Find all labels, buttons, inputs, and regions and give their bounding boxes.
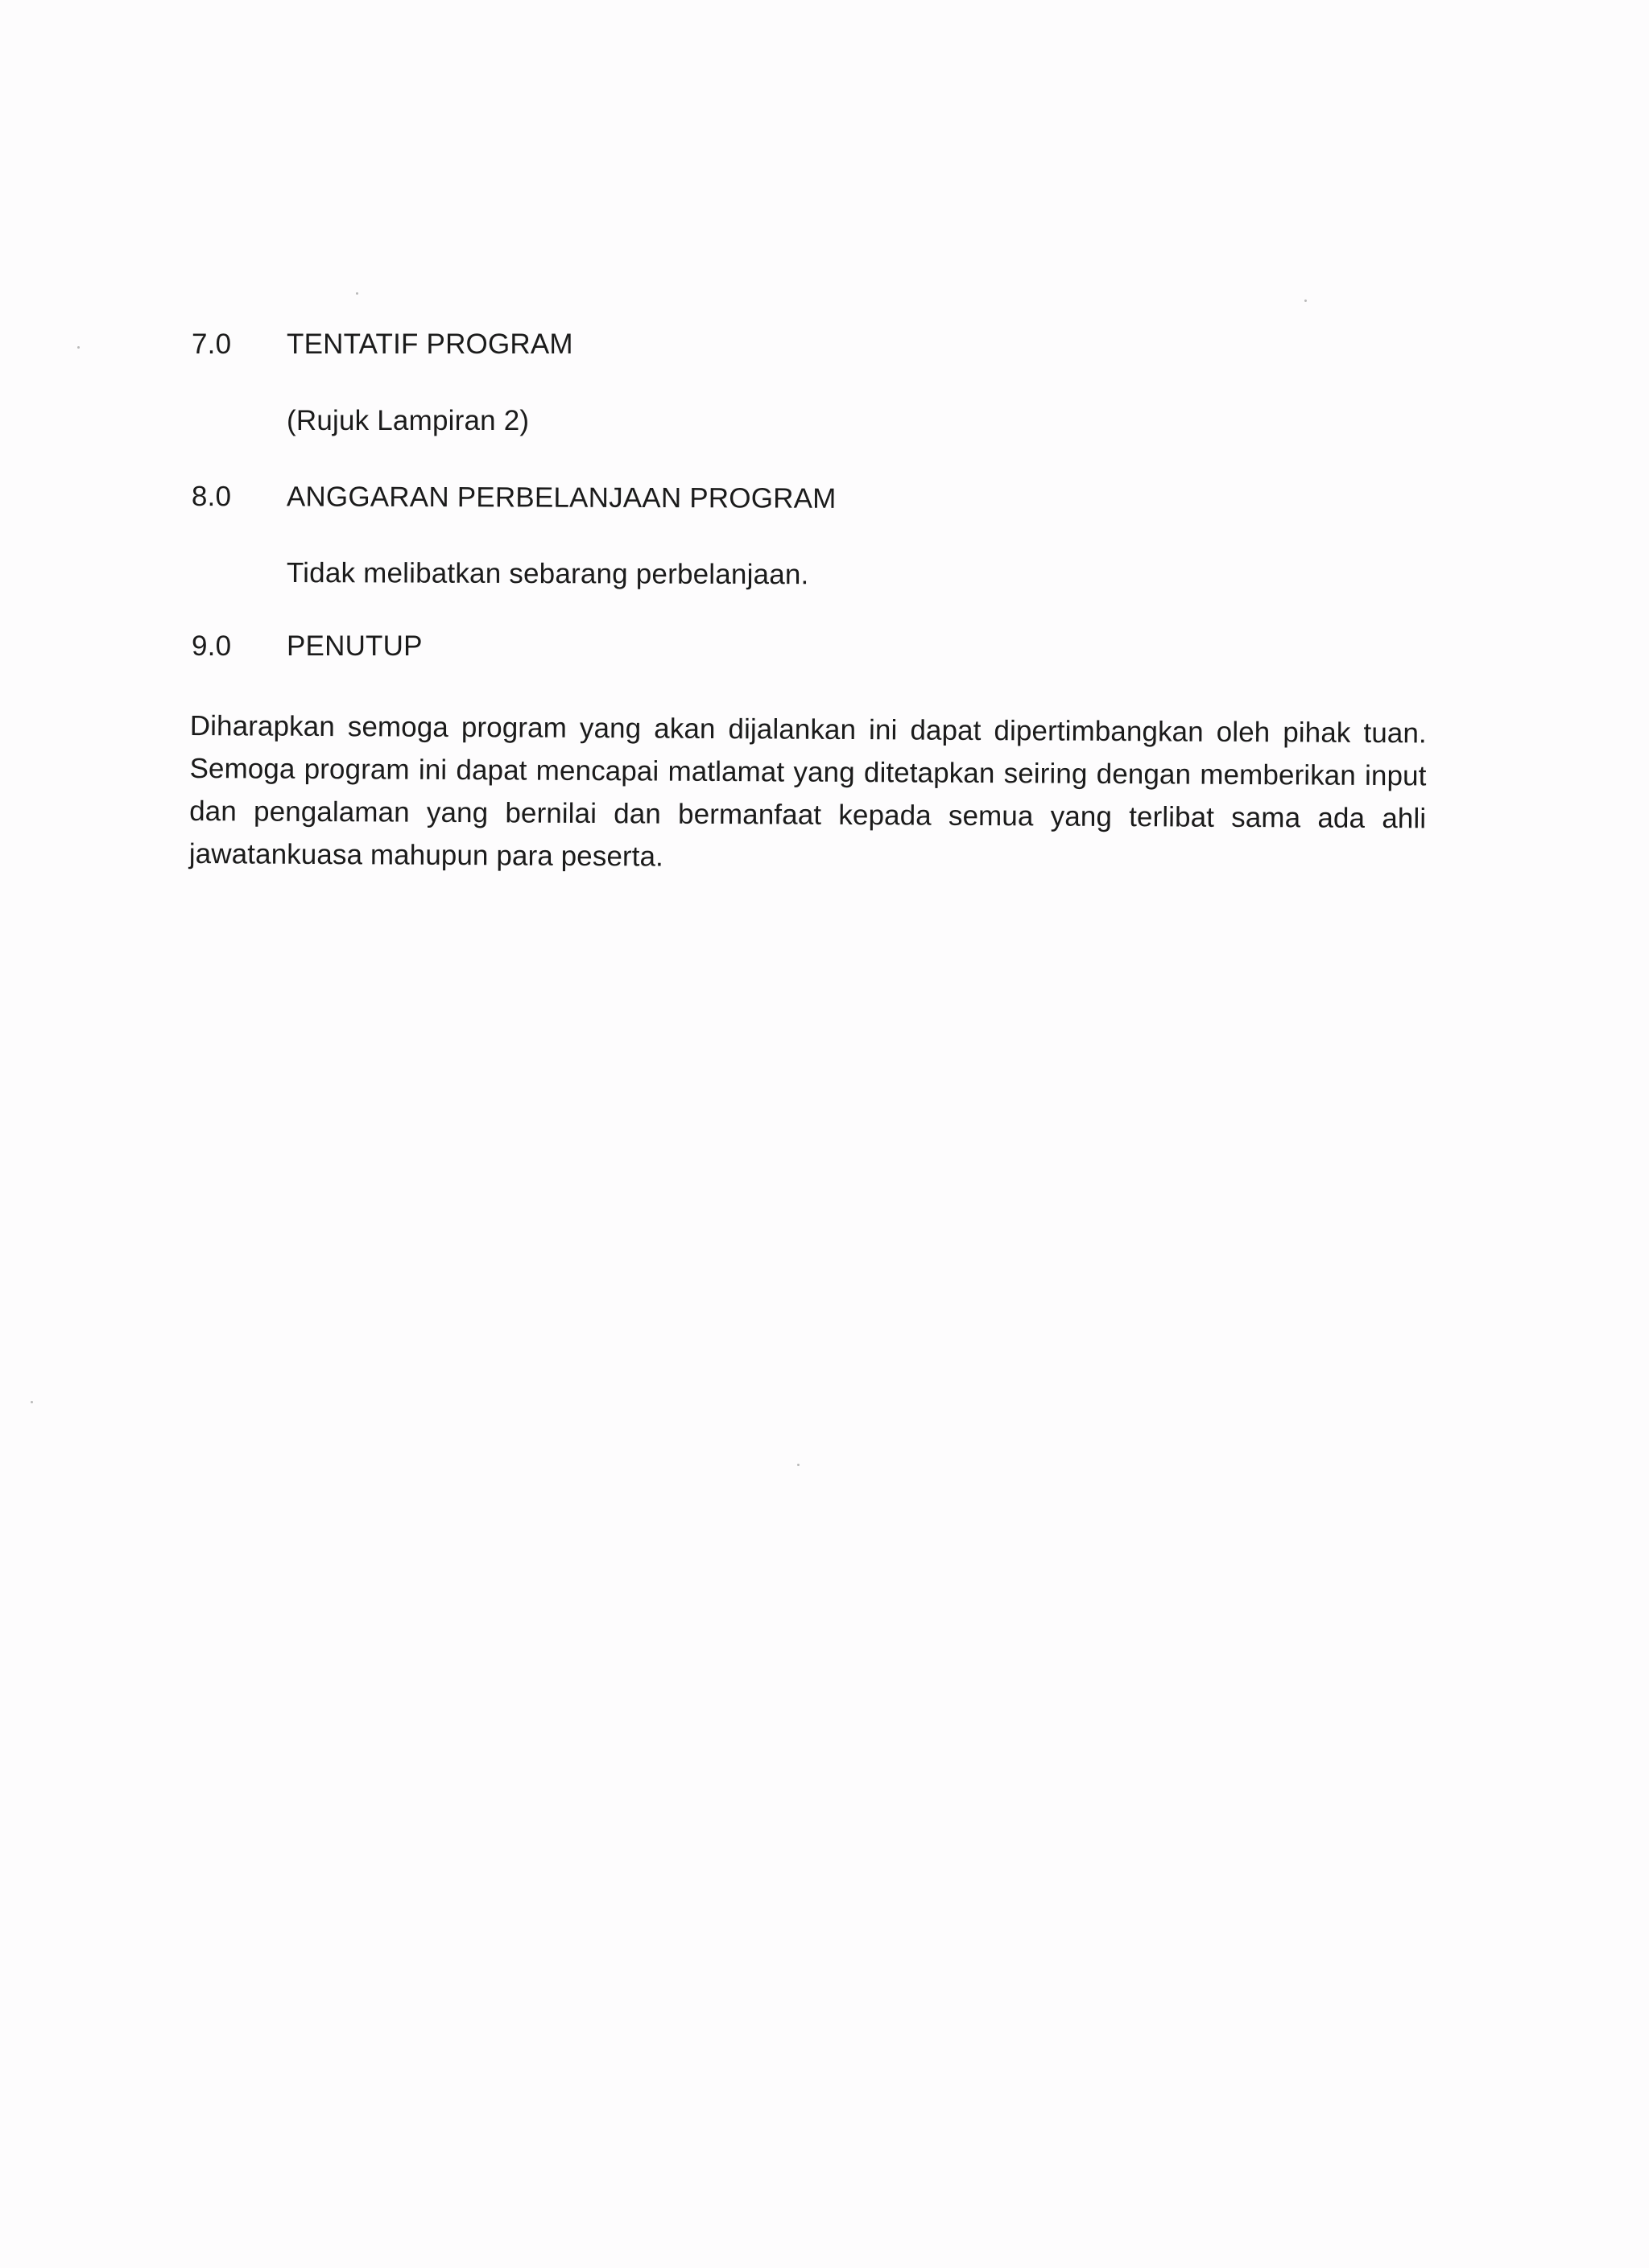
scan-speck <box>31 1401 33 1403</box>
section-8-heading <box>192 481 837 515</box>
scan-speck <box>1304 300 1307 302</box>
section-9-heading <box>192 630 423 663</box>
closing-paragraph: Diharapkan semoga program yang akan dijalankan ini dapat dipertimbangkan oleh pihak tuan. Semoga program ini dapat mencapai matlamat yang ditetapkan seiring dengan memberikan input dan pengalaman yang bernilai dan bermanfaat kepada semua yang terlibat sama ada ahli jawatankuasa mahupun para peserta. <box>188 709 1427 873</box>
scan-speck <box>797 1464 800 1466</box>
section-8-body: Tidak melibatkan sebarang perbelanjaan. <box>286 557 809 591</box>
section-number: 7.0 <box>192 328 232 360</box>
scan-speck <box>77 346 80 349</box>
scan-speck <box>356 292 358 295</box>
section-title: ANGGARAN PERBELANJAAN PROGRAM <box>286 481 837 514</box>
section-title: PENUTUP <box>287 630 423 662</box>
section-7-heading <box>192 328 573 361</box>
section-7-body: (Rujuk Lampiran 2) <box>287 405 530 436</box>
section-title: TENTATIF PROGRAM <box>287 328 573 360</box>
section-number: 9.0 <box>192 630 232 662</box>
section-number: 8.0 <box>191 481 232 513</box>
